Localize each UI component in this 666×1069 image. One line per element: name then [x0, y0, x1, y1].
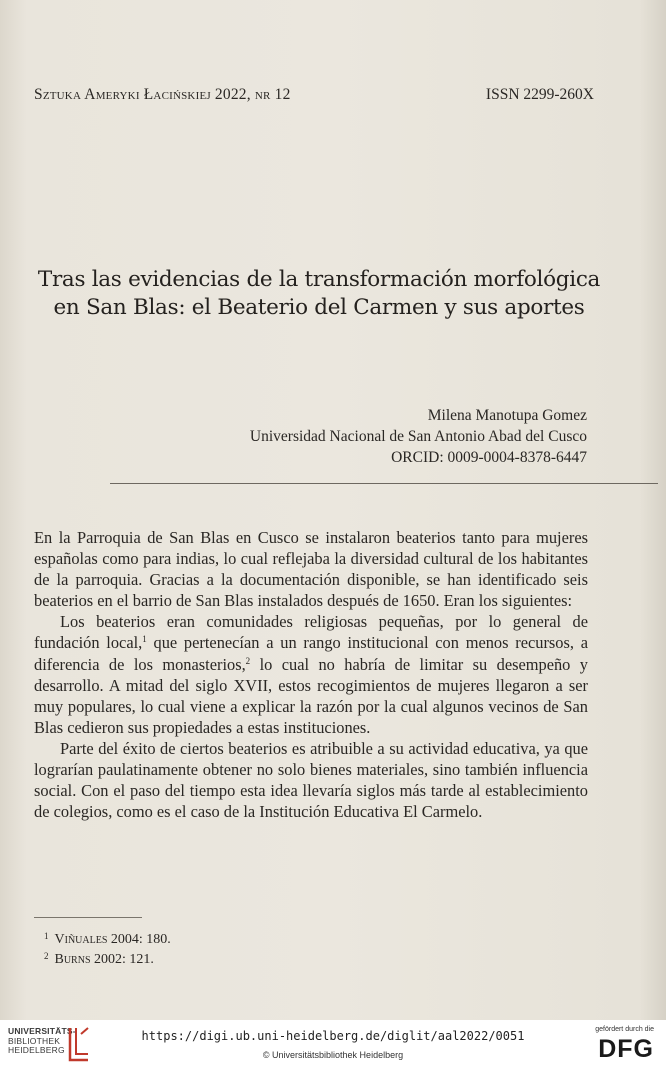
copyright-notice: © Universitätsbibliothek Heidelberg [262, 1050, 404, 1060]
paragraph-2-part-a: Los beaterios eran comunidades religiosas pequeñas, por lo general de fundación local, [34, 612, 588, 653]
article-body [34, 527, 588, 822]
footnote-reference: 2004: 180. [107, 932, 171, 947]
logo-line-2: BIBLIOTHEK [8, 1035, 61, 1046]
issn: ISSN 2299-260X [485, 86, 594, 103]
article-title [20, 266, 618, 322]
footnote-author: Burns [54, 952, 91, 967]
author-block [250, 405, 587, 468]
author-orcid: ORCID: 0009-0004-8378-6447 [391, 449, 587, 466]
digitization-footer [0, 1020, 666, 1069]
footnote-ref-2[interactable]: 2 [245, 655, 251, 666]
dfg-caption: gefördert durch die [595, 1026, 654, 1033]
author-affiliation: Universidad Nacional de San Antonio Abad del Cusco [249, 428, 587, 445]
paragraph-2 [34, 611, 588, 738]
paragraph-2-part-c: lo cual no habría de limitar su desempeño y desarrollo. A mitad del siglo XVII, estos recogimientos de mujeres llegaron a ser muy populares, lo cual viene a explicar la razón por la cual algunos vecinos de San Blas cedieron sus propiedades a estas instituciones. [34, 654, 588, 737]
paragraph-3: Parte del éxito de ciertos beaterios es atribuible a su actividad educativa, ya que lograrían paulatinamente obtener no solo bienes materiales, sino también influencia social. Con el paso del tiempo esta idea llevaría siglos más tarde al establecimiento de colegios, como es el caso de la Institución Educativa El Carmelo. [34, 738, 588, 822]
footnote-reference: 2002: 121. [90, 952, 154, 967]
logo-line-3: HEIDELBERG [8, 1045, 65, 1055]
footnote-number: 2 [44, 951, 49, 961]
paragraph-1: En la Parroquia de San Blas en Cusco se instalaron beaterios tanto para mujeres españolas como para indias, lo cual reflejaba la diversidad cultural de los habitantes de la parroquia. Gracias a la documentación disponible, se han identificado seis beaterios en el barrio de San Blas instalados después de 1650. Eran los siguientes: [34, 528, 588, 611]
journal-name: Sztuka Ameryki Łacińskiej 2022, nr 12 [34, 86, 291, 103]
footnote-number: 1 [44, 931, 49, 941]
title-line-2: en San Blas: el Beaterio del Carmen y sus aportes [53, 295, 585, 320]
author-name: Milena Manotupa Gomez [427, 407, 587, 424]
footnote-divider [34, 917, 142, 918]
header-divider [110, 483, 658, 484]
footnote-author: Viñuales [54, 932, 108, 947]
logo-line-1: UNIVERSITÄTS- [8, 1026, 76, 1036]
permalink[interactable]: https://digi.ub.uni-heidelberg.de/diglit/aal2022/0051 [141, 1029, 525, 1043]
footnote-2 [44, 948, 171, 968]
footnote-1 [44, 928, 171, 948]
paragraph-2-part-b: que pertenecían a un rango institucional con menos recursos, a diferencia de los monasterios, [34, 633, 588, 674]
footnotes [44, 928, 171, 968]
title-line-1: Tras las evidencias de la transformación morfológica [37, 267, 601, 292]
footnote-ref-1[interactable]: 1 [142, 634, 147, 645]
dfg-logo[interactable]: DFG [598, 1035, 654, 1063]
